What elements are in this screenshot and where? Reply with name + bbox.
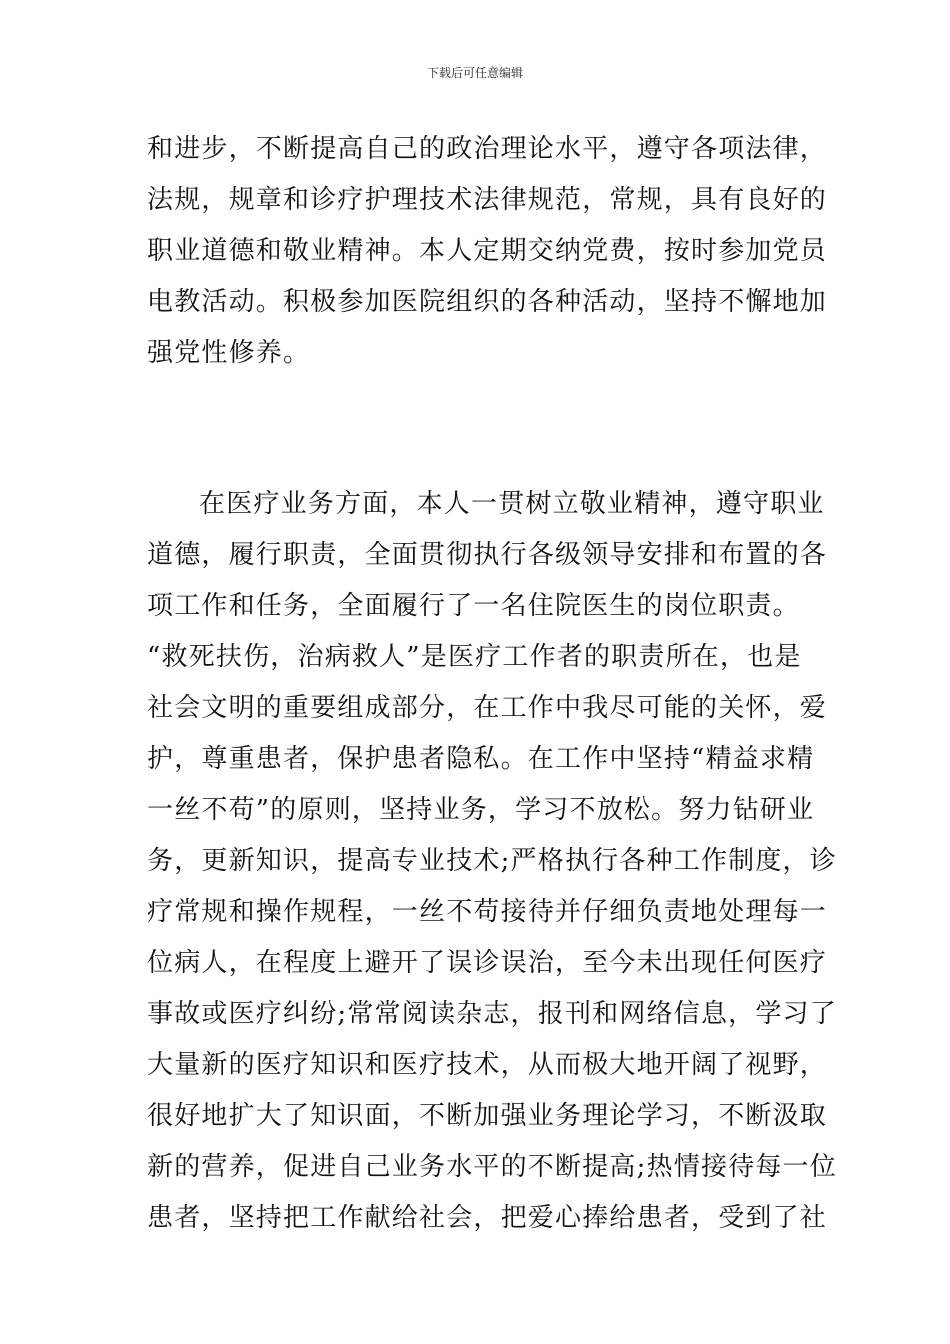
paragraph-spacer [147, 379, 809, 479]
text-line: 位病人，在程度上避开了误诊误治，至今未出现任何医疗 [147, 948, 828, 978]
text-line: 疗常规和操作规程，一丝不苟接待并仔细负责地处理每一 [147, 897, 828, 927]
text-line: 事故或医疗纠纷;常常阅读杂志，报刊和网络信息，学习了 [147, 999, 837, 1029]
text-line: 社会文明的重要组成部分，在工作中我尽可能的关怀，爱 [147, 693, 828, 723]
paragraph-party-conduct [147, 124, 828, 379]
text-line: 护，尊重患者，保护患者隐私。在工作中坚持“精益求精 [147, 744, 815, 774]
text-line: 强党性修养。 [147, 338, 311, 368]
page-header-note: 下载后可任意编辑 [426, 66, 523, 80]
text-line: 很好地扩大了知识面，不断加强业务理论学习，不断汲取 [147, 1101, 828, 1131]
text-line: 新的营养，促进自己业务水平的不断提高;热情接待每一位 [147, 1152, 837, 1182]
document-body [147, 124, 837, 1244]
text-line: 电教活动。积极参加医院组织的各种活动，坚持不懈地加 [147, 287, 828, 317]
text-line-indented: 在医疗业务方面，本人一贯树立敬业精神，遵守职业 [199, 489, 825, 519]
text-line: 项工作和任务，全面履行了一名住院医生的岗位职责。 [147, 591, 800, 621]
text-line: 和进步，不断提高自己的政治理论水平，遵守各项法律， [147, 134, 828, 164]
paragraph-medical-work [147, 479, 837, 1244]
text-line: 患者，坚持把工作献给社会，把爱心捧给患者，受到了社 [147, 1203, 828, 1233]
text-line: 务，更新知识，提高专业技术;严格执行各种工作制度，诊 [147, 846, 837, 876]
text-line: 职业道德和敬业精神。本人定期交纳党费，按时参加党员 [147, 236, 828, 266]
text-line: 大量新的医疗知识和医疗技术，从而极大地开阔了视野， [147, 1050, 828, 1080]
text-line: 法规，规章和诊疗护理技术法律规范，常规，具有良好的 [147, 185, 828, 215]
text-line: 道德，履行职责，全面贯彻执行各级领导安排和布置的各 [147, 540, 828, 570]
text-line: 一丝不苟”的原则，坚持业务，学习不放松。努力钻研业 [147, 795, 815, 825]
text-line: “救死扶伤，治病救人”是医疗工作者的职责所在，也是 [147, 642, 802, 672]
